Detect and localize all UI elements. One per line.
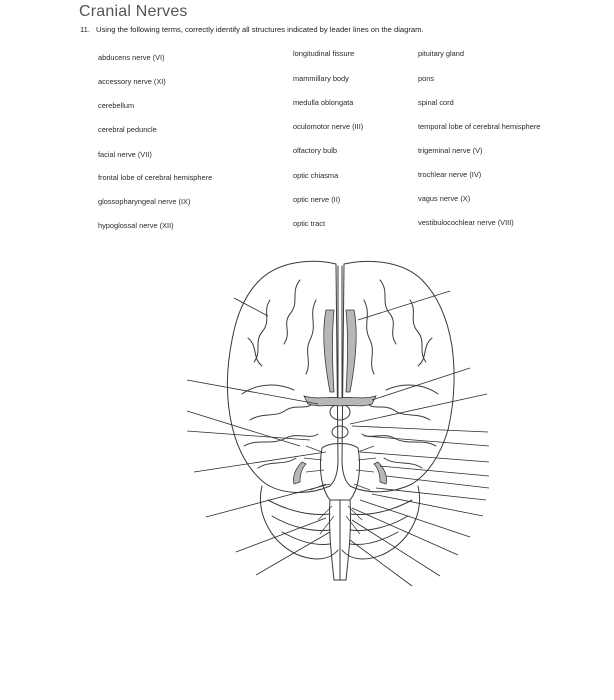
- term-item: oculomotor nerve (III): [293, 122, 364, 131]
- term-item: glossopharyngeal nerve (IX): [98, 197, 191, 206]
- brain-diagram: [185, 255, 495, 590]
- mammillary-body: [332, 426, 348, 438]
- term-item: cerebellum: [98, 101, 135, 110]
- term-item: medulla oblongata: [293, 98, 354, 107]
- optic-chiasma: [304, 396, 376, 406]
- instruction-text: Using the following terms, correctly identify all structures indicated by leader lines on the diagram.: [96, 25, 424, 34]
- olfactory-tract-right: [346, 310, 356, 392]
- term-item: pituitary gland: [418, 49, 465, 58]
- term-item: temporal lobe of cerebral hemisphere: [418, 122, 541, 131]
- term-item: vestibulocochlear nerve (VIII): [418, 218, 514, 227]
- term-list: [0, 0, 614, 240]
- term-item: frontal lobe of cerebral hemisphere: [98, 173, 213, 182]
- term-item: mammillary body: [293, 74, 349, 83]
- term-item: accessory nerve (XI): [98, 77, 166, 86]
- term-item: cerebral peduncle: [98, 125, 157, 134]
- left-hemisphere-outline: [228, 261, 339, 492]
- term-item: vagus nerve (X): [418, 194, 471, 203]
- term-item: optic tract: [293, 219, 326, 228]
- term-item: facial nerve (VII): [98, 150, 152, 159]
- page-title: Cranial Nerves: [79, 3, 188, 20]
- term-item: trigeminal nerve (V): [418, 146, 483, 155]
- longitudinal-fissure: [338, 266, 342, 398]
- term-item: hypoglossal nerve (XII): [98, 221, 174, 230]
- term-item: trochlear nerve (IV): [418, 170, 482, 179]
- question-number: 11.: [80, 25, 90, 34]
- term-item: optic nerve (II): [293, 195, 341, 204]
- term-item: optic chiasma: [293, 171, 339, 180]
- pons: [320, 444, 359, 501]
- term-item: abducens nerve (VI): [98, 53, 165, 62]
- olfactory-tract-left: [324, 310, 334, 392]
- term-item: olfactory bulb: [293, 146, 337, 155]
- term-item: longitudinal fissure: [293, 49, 355, 58]
- term-item: spinal cord: [418, 98, 454, 107]
- term-item: pons: [418, 74, 435, 83]
